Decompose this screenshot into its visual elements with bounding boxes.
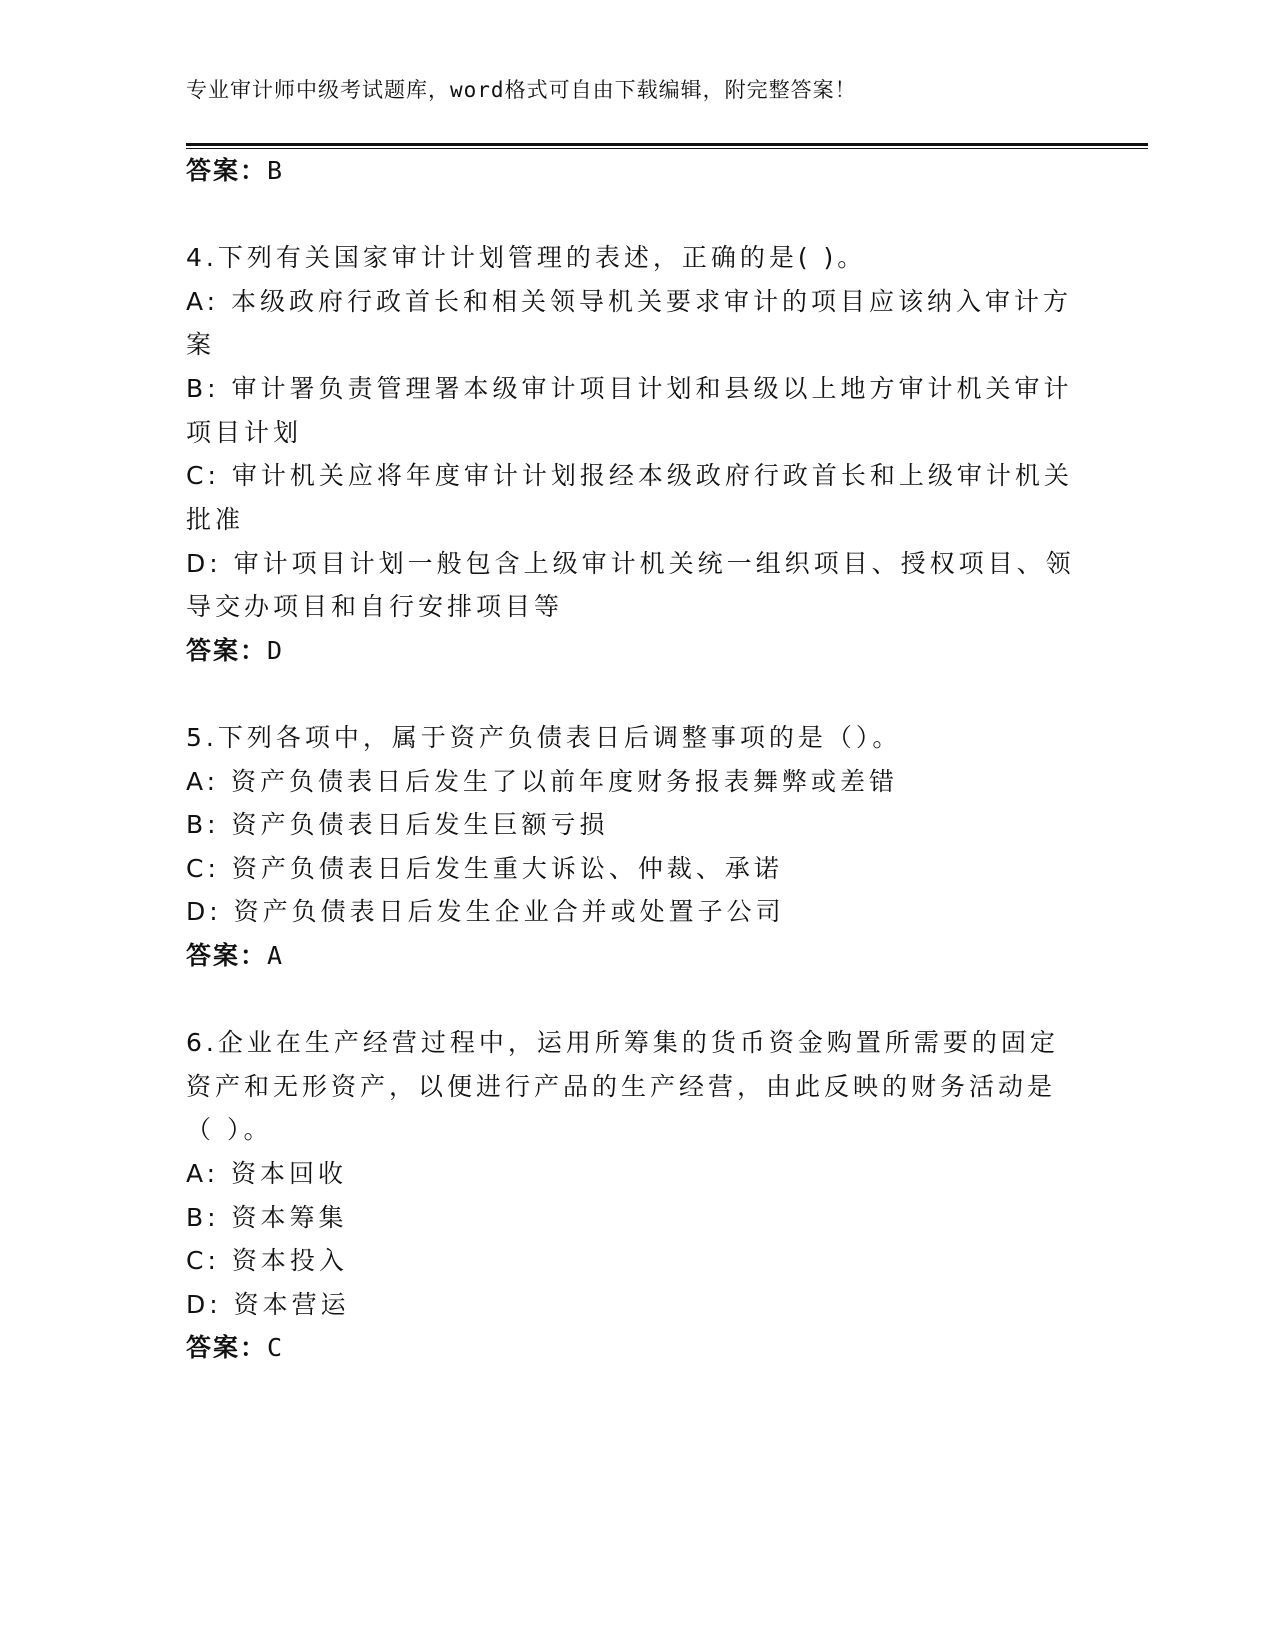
- option-d: D: 资产负债表日后发生企业合并或处置子公司: [186, 897, 785, 926]
- option-a: A: 本级政府行政首长和相关领导机关要求审计的项目应该纳入审计方: [186, 287, 1073, 316]
- option-a-continued: 案: [186, 330, 216, 359]
- answer-line: [186, 636, 284, 666]
- option-b: B: 资产负债表日后发生巨额亏损: [186, 810, 609, 839]
- option-b-continued: 项目计划: [186, 418, 303, 447]
- answer-value: C: [267, 1333, 285, 1362]
- option-c: C: 资本投入: [186, 1246, 348, 1275]
- option-b: B: 审计署负责管理署本级审计项目计划和县级以上地方审计机关审计: [186, 374, 1073, 403]
- question-stem: 4.下列有关国家审计计划管理的表述，正确的是( )。: [186, 243, 867, 272]
- option-c: C: 审计机关应将年度审计计划报经本级政府行政首长和上级审计机关: [186, 461, 1073, 490]
- answer-line: [186, 941, 284, 971]
- header-divider-thin: [186, 148, 1148, 149]
- page-header: 专业审计师中级考试题库，word格式可自由下载编辑，附完整答案！: [186, 78, 857, 102]
- option-d: D: 资本营运: [186, 1290, 350, 1319]
- option-b: B: 资本筹集: [186, 1203, 348, 1232]
- answer-label: 答案：: [186, 156, 268, 185]
- answer-value: D: [267, 636, 285, 665]
- option-d-continued: 导交办项目和自行安排项目等: [186, 592, 564, 621]
- header-divider: [186, 143, 1148, 146]
- option-c: C: 资产负债表日后发生重大诉讼、仲裁、承诺: [186, 854, 783, 883]
- answer-line: [186, 156, 284, 186]
- question-stem: 6.企业在生产经营过程中，运用所筹集的货币资金购置所需要的固定: [186, 1028, 1059, 1057]
- answer-label: 答案：: [186, 1333, 268, 1362]
- question-stem-blank: （ ）。: [186, 1115, 273, 1144]
- option-a: A: 资产负债表日后发生了以前年度财务报表舞弊或差错: [186, 767, 899, 796]
- answer-label: 答案：: [186, 941, 268, 970]
- answer-value: A: [267, 941, 285, 970]
- answer-line: [186, 1333, 284, 1363]
- option-d: D: 审计项目计划一般包含上级审计机关统一组织项目、授权项目、领: [186, 549, 1075, 578]
- question-stem: 5.下列各项中，属于资产负债表日后调整事项的是（）。: [186, 723, 902, 752]
- answer-label: 答案：: [186, 636, 268, 665]
- option-c-continued: 批准: [186, 505, 245, 534]
- answer-value: B: [267, 156, 285, 185]
- question-stem-continued: 资产和无形资产，以便进行产品的生产经营，由此反映的财务活动是: [186, 1072, 1057, 1101]
- option-a: A: 资本回收: [186, 1159, 348, 1188]
